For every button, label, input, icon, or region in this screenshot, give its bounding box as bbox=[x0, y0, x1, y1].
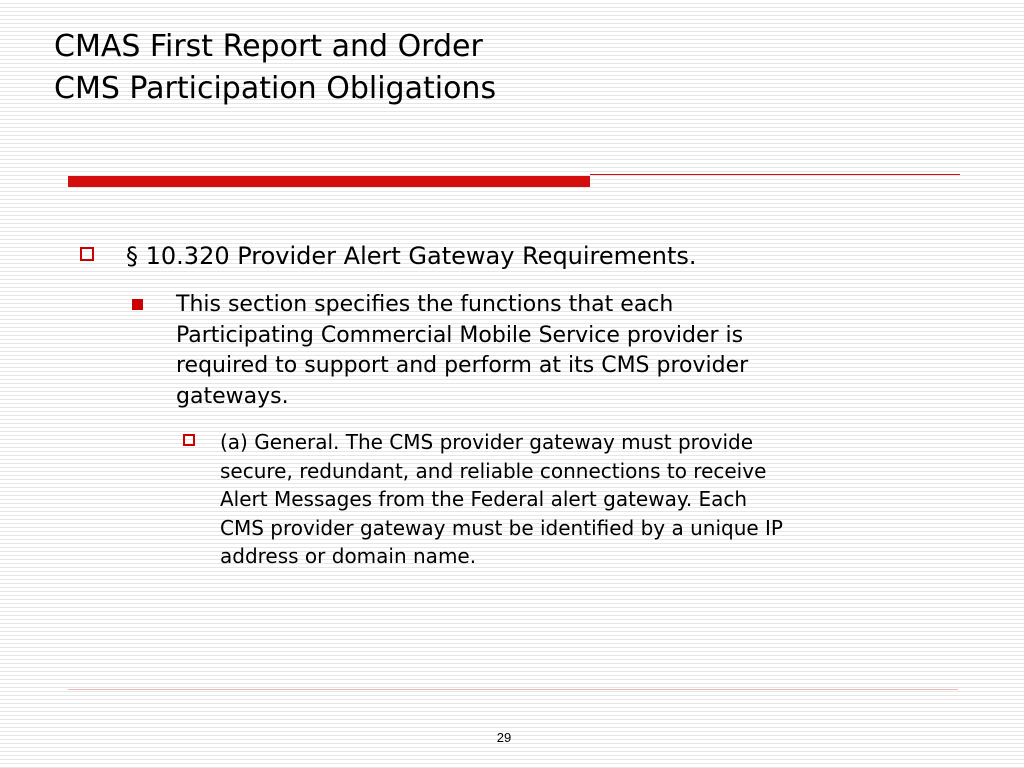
bullet-text bbox=[176, 290, 922, 412]
footer-divider bbox=[68, 689, 958, 690]
bullet-line: address or domain name. bbox=[220, 544, 477, 568]
bullet-line: CMS provider gateway must be identified by a unique IP bbox=[220, 515, 783, 540]
bullet-line: (a) General. The CMS provider gateway must provide bbox=[220, 430, 754, 454]
bullet-line: This section specifies the functions that each bbox=[176, 292, 674, 317]
title-divider-thick bbox=[68, 176, 590, 187]
page-number: 29 bbox=[496, 730, 512, 745]
bullet-line: § 10.320 Provider Alert Gateway Requirements. bbox=[126, 242, 697, 270]
bullet-level-1 bbox=[80, 240, 960, 272]
bullet-line: Alert Messages from the Federal alert gateway. Each bbox=[220, 487, 748, 511]
slide-title bbox=[54, 26, 954, 110]
hollow-square-bullet-icon bbox=[183, 434, 195, 446]
bullet-line: secure, redundant, and reliable connections to receive bbox=[220, 458, 767, 483]
bullet-line: gateways. bbox=[176, 383, 289, 409]
title-divider-thin bbox=[590, 174, 960, 175]
bullet-level-2 bbox=[132, 290, 922, 412]
bullet-text bbox=[220, 428, 963, 571]
bullet-level-3 bbox=[183, 428, 963, 571]
hollow-square-bullet-icon bbox=[80, 247, 94, 261]
slide-title-line-1: CMAS First Report and Order bbox=[54, 29, 483, 64]
bullet-line: Participating Commercial Mobile Service provider is bbox=[176, 322, 744, 348]
bullet-text bbox=[126, 240, 960, 272]
bullet-line: required to support and perform at its CMS provider bbox=[176, 353, 749, 378]
filled-square-bullet-icon bbox=[132, 299, 143, 310]
slide-title-line-2: CMS Participation Obligations bbox=[54, 71, 497, 106]
